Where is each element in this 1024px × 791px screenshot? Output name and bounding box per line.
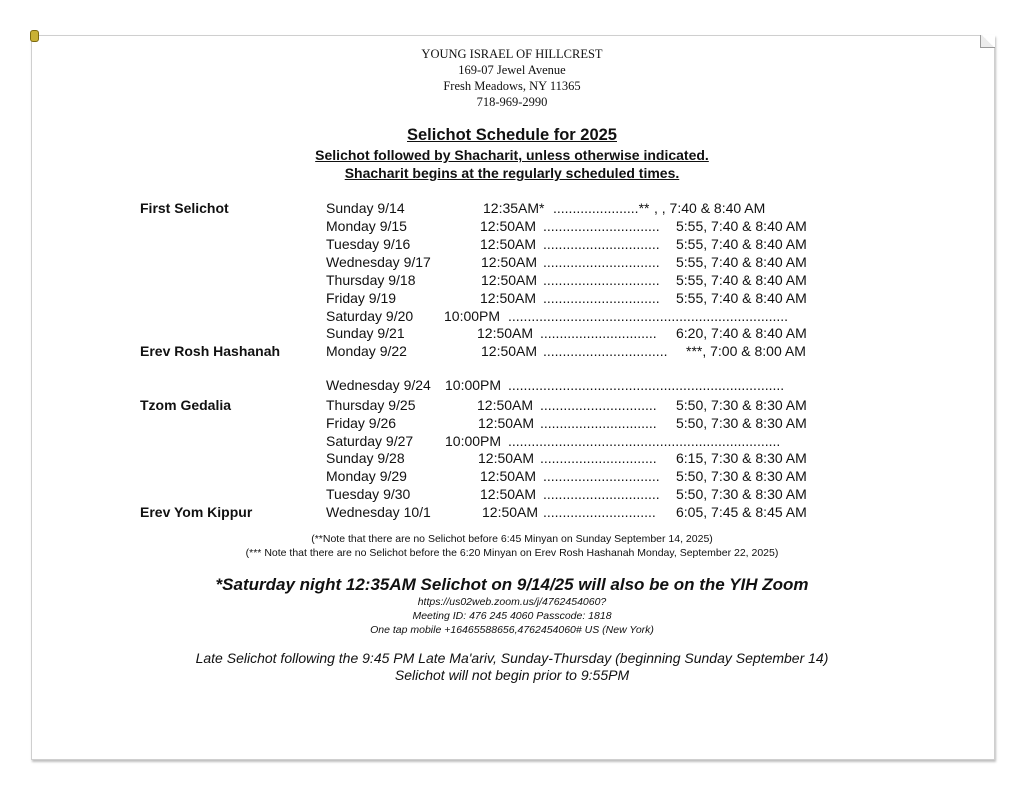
row-leader-dots: ..............................: [543, 272, 660, 288]
org-phone: 718-969-2990: [476, 95, 548, 109]
row-day: Tuesday 9/16: [326, 236, 411, 252]
org-city: Fresh Meadows, NY 11365: [443, 79, 581, 93]
schedule-row: [0, 236, 1024, 254]
row-leader-dots: ..............................: [543, 236, 660, 252]
zoom-url[interactable]: https://us02web.zoom.us/j/4762454060?: [417, 596, 607, 608]
row-day: Sunday 9/28: [326, 450, 405, 466]
row-selichot-time: 12:50AM: [481, 254, 538, 270]
row-day: Friday 9/19: [326, 290, 397, 306]
row-shacharit-times: 5:55, 7:40 & 8:40 AM: [676, 236, 807, 252]
row-shacharit-times: ***, 7:00 & 8:00 AM: [686, 343, 806, 359]
row-day: Sunday 9/14: [326, 200, 405, 216]
schedule-row: [0, 415, 1024, 433]
pin-icon: [30, 30, 39, 42]
row-shacharit-times: 5:55, 7:40 & 8:40 AM: [676, 290, 807, 306]
occasion-label: Erev Rosh Hashanah: [140, 343, 281, 359]
row-selichot-time: 12:50AM: [477, 325, 534, 341]
subtitle-2: Shacharit begins at the regularly scheduled times.: [344, 165, 680, 181]
row-leader-dots: ..............................: [543, 218, 660, 234]
row-day: Monday 9/29: [326, 468, 407, 484]
schedule-row: [0, 308, 1024, 326]
row-selichot-time: 12:50AM: [482, 504, 539, 520]
occasion-label: Tzom Gedalia: [140, 397, 232, 413]
schedule-row: [0, 290, 1024, 308]
row-selichot-time: 12:50AM: [478, 450, 535, 466]
row-selichot-time: 12:50AM: [478, 415, 535, 431]
row-day: Thursday 9/18: [326, 272, 416, 288]
row-shacharit-times: 5:55, 7:40 & 8:40 AM: [676, 218, 807, 234]
schedule-row: [0, 397, 1024, 415]
zoom-meeting-id: Meeting ID: 476 245 4060 Passcode: 1818: [412, 610, 612, 622]
row-leader-dots: ..............................: [543, 290, 660, 306]
schedule-row: [0, 254, 1024, 272]
row-leader-dots: ..............................: [540, 450, 657, 466]
schedule-row: [0, 433, 1024, 451]
row-leader-dots: ..............................: [540, 325, 657, 341]
schedule-row: [0, 200, 1024, 218]
row-leader-dots: ..............................: [543, 486, 660, 502]
schedule-row: [0, 504, 1024, 522]
row-day: Wednesday 9/17: [326, 254, 431, 270]
schedule-row: [0, 468, 1024, 486]
row-selichot-time: 12:50AM: [477, 397, 534, 413]
schedule-row: [0, 343, 1024, 361]
row-leader-dots: ..............................: [543, 468, 660, 484]
row-selichot-time: 12:50AM: [480, 290, 537, 306]
row-selichot-time: 10:00PM: [444, 308, 501, 324]
row-shacharit-times: 6:20, 7:40 & 8:40 AM: [676, 325, 807, 341]
row-shacharit-times: 5:50, 7:30 & 8:30 AM: [676, 397, 807, 413]
schedule-row: [0, 377, 1024, 395]
row-selichot-time: 12:50AM: [481, 343, 538, 359]
row-leader-dots: ..............................: [540, 415, 657, 431]
schedule-row: [0, 272, 1024, 290]
row-selichot-time: 12:50AM: [480, 486, 537, 502]
row-day: Wednesday 10/1: [326, 504, 431, 520]
schedule-row: [0, 325, 1024, 343]
occasion-label: First Selichot: [140, 200, 229, 216]
row-shacharit-times: 5:55, 7:40 & 8:40 AM: [676, 272, 807, 288]
schedule-row: [0, 450, 1024, 468]
row-selichot-time: 12:35AM*: [483, 200, 545, 216]
row-leader-dots: ..............................: [540, 397, 657, 413]
note-2: (*** Note that there are no Selichot before the 6:20 Minyan on Erev Rosh Hashanah Monday, September 22, 2025): [245, 547, 779, 559]
row-leader-dots: ................................: [543, 343, 668, 359]
schedule-row: [0, 486, 1024, 504]
row-day: Friday 9/26: [326, 415, 397, 431]
late-selichot-line-2: Selichot will not begin prior to 9:55PM: [394, 667, 630, 683]
row-leader-dots: .............................: [543, 504, 656, 520]
note-1: (**Note that there are no Selichot before 6:45 Minyan on Sunday September 14, 2025): [311, 533, 713, 545]
row-shacharit-times: 6:15, 7:30 & 8:30 AM: [676, 450, 807, 466]
row-selichot-time: 12:50AM: [480, 468, 537, 484]
page-title: Selichot Schedule for 2025: [407, 126, 617, 144]
occasion-label: Erev Yom Kippur: [140, 504, 253, 520]
row-shacharit-times: 5:50, 7:30 & 8:30 AM: [676, 486, 807, 502]
org-street: 169-07 Jewel Avenue: [458, 63, 566, 77]
schedule-row: [0, 218, 1024, 236]
row-day: Monday 9/15: [326, 218, 407, 234]
row-leader-dots: ......................................................................: [508, 433, 781, 449]
row-shacharit-times: 6:05, 7:45 & 8:45 AM: [676, 504, 807, 520]
row-day: Monday 9/22: [326, 343, 407, 359]
row-leader-dots: ..............................: [543, 254, 660, 270]
row-shacharit-times: 5:50, 7:30 & 8:30 AM: [676, 468, 807, 484]
row-leader-dots: ........................................................................: [508, 308, 789, 324]
row-shacharit-times: , , 7:40 & 8:40 AM: [654, 200, 766, 216]
row-day: Thursday 9/25: [326, 397, 416, 413]
row-selichot-time: 10:00PM: [445, 433, 502, 449]
row-selichot-time: 12:50AM: [480, 218, 537, 234]
row-day: Sunday 9/21: [326, 325, 405, 341]
row-shacharit-times: 5:55, 7:40 & 8:40 AM: [676, 254, 807, 270]
row-shacharit-times: 5:50, 7:30 & 8:30 AM: [676, 415, 807, 431]
late-selichot-line-1: Late Selichot following the 9:45 PM Late Ma'ariv, Sunday-Thursday (beginning Sunday September 14): [195, 650, 829, 666]
row-leader-dots: .......................................................................: [508, 377, 785, 393]
row-selichot-time: 12:50AM: [481, 272, 538, 288]
row-day: Wednesday 9/24: [326, 377, 431, 393]
subtitle-1: Selichot followed by Shacharit, unless otherwise indicated.: [315, 147, 709, 163]
row-selichot-time: 10:00PM: [445, 377, 502, 393]
org-name: YOUNG ISRAEL OF HILLCREST: [421, 47, 603, 61]
row-day: Tuesday 9/30: [326, 486, 411, 502]
row-selichot-time: 12:50AM: [480, 236, 537, 252]
row-leader-dots: ......................**: [553, 200, 649, 216]
zoom-tap-mobile: One tap mobile +16465588656,4762454060# US (New York): [370, 624, 654, 636]
row-day: Saturday 9/20: [326, 308, 414, 324]
row-day: Saturday 9/27: [326, 433, 414, 449]
zoom-headline: *Saturday night 12:35AM Selichot on 9/14/25 will also be on the YIH Zoom: [215, 575, 809, 594]
